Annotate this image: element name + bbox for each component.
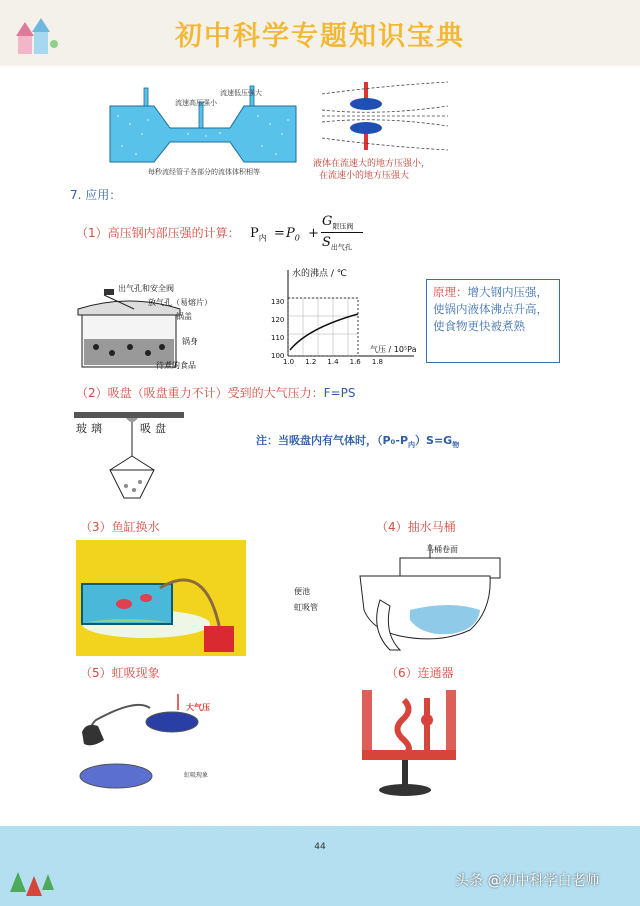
tree-icon (8, 872, 54, 902)
toilet-label-lid: 马桶卷面 (426, 545, 458, 554)
connected-vessels-figure (354, 690, 464, 800)
siphon-label-caption: 虹吸现象 (184, 772, 209, 779)
cooker-label-body: 锅身 (182, 337, 198, 346)
cooker-labels (118, 282, 212, 324)
principle-label: 原理： (433, 285, 468, 299)
fluid-caption-line2: 在流速小的地方压强大 (319, 171, 410, 181)
item5-label: （5）虹吸现象 (80, 666, 160, 680)
item2-row (76, 384, 355, 401)
section-title: 7. 应用： (70, 188, 122, 202)
graph-ytick: 130 (271, 298, 285, 306)
cooker-label-food: 待煮的食品 (156, 361, 196, 370)
graph-ytick: 120 (271, 316, 285, 324)
formula-lhs: $P_内$ (250, 226, 267, 243)
suction-note: 注：当吸盘内有气体时，$(P_0-P_内)S=G_物$ (256, 434, 460, 450)
graph-ylabel: 水的沸点 / ℃ (292, 269, 347, 279)
graph-xtick: 1.6 (349, 358, 361, 366)
toilet-label-bowl: 便池 (294, 587, 310, 596)
toilet-label-siphon: 虹吸管 (294, 603, 318, 612)
graph-yticks (271, 293, 284, 365)
tube-label-left: 流速高压强小 (175, 99, 217, 107)
fluid-caption (313, 158, 430, 182)
graph-xtick: 1.4 (327, 358, 339, 366)
graph-ytick: 100 (271, 352, 285, 360)
page-footer (0, 826, 640, 906)
item6-label: （6）连通器 (386, 666, 454, 680)
pressure-formula: $P_内$ = $P_0$ + $G_{限压阀}$ $S_{出气孔}$ (250, 212, 370, 254)
graph-ytick: 110 (271, 334, 285, 342)
principle-text: 增大钢内压强，使锅内液体沸点升高，使食物更快被煮熟 (433, 285, 548, 333)
item2-label: （2）吸盘（吸盘重力不计）受到的大气压力： (76, 386, 324, 400)
siphon-label-pressure: 大气压 (186, 703, 210, 712)
tube-label-right: 流速低压强大 (220, 89, 262, 97)
footer-wave (0, 816, 640, 836)
fluid-caption-line1: 液体在流速大的地方压强小， (313, 159, 431, 169)
graph-xticks (283, 358, 383, 366)
toilet-figure (340, 540, 510, 660)
graph-xtick: 1.0 (283, 358, 295, 366)
cooker-label-vent: 出气孔和安全阀 (118, 284, 174, 293)
house-logo-icon (10, 14, 60, 60)
graph-xtick: 1.8 (371, 358, 383, 366)
item1-label: （1）高压钢内部压强的计算： (76, 226, 240, 240)
graph-xlabel: 气压 / 10⁵Pa (370, 345, 417, 354)
fluid-flow-figure (320, 80, 450, 155)
watermark: 头条 @初中科学白老师 (455, 873, 600, 889)
cooker-label-lid: 锅盖 (176, 312, 192, 321)
formula-p0: $P_0$ (286, 226, 300, 243)
item2-formula: F=PS (323, 386, 356, 400)
cooker-label-release: 放气孔（易熔片） (148, 298, 212, 307)
tube-caption: 每秒流经管子各部分的流体体积相等 (148, 168, 260, 176)
glass-label: 玻璃 (76, 422, 106, 435)
fish-tank-figure (76, 540, 246, 656)
formula-numerator: $G_{限压阀}$ (322, 214, 354, 231)
formula-denominator: $S_{出气孔}$ (322, 235, 352, 252)
principle-box (426, 279, 560, 363)
page-title: 初中科学专题知识宝典 (175, 21, 465, 52)
formula-fraction-bar (321, 232, 363, 233)
graph-xtick: 1.2 (305, 358, 317, 366)
item3-label: （3）鱼缸换水 (80, 520, 160, 534)
item4-label: （4）抽水马桶 (376, 520, 456, 534)
cup-label: 吸盘 (140, 422, 170, 435)
page-number: 44 (314, 842, 326, 852)
